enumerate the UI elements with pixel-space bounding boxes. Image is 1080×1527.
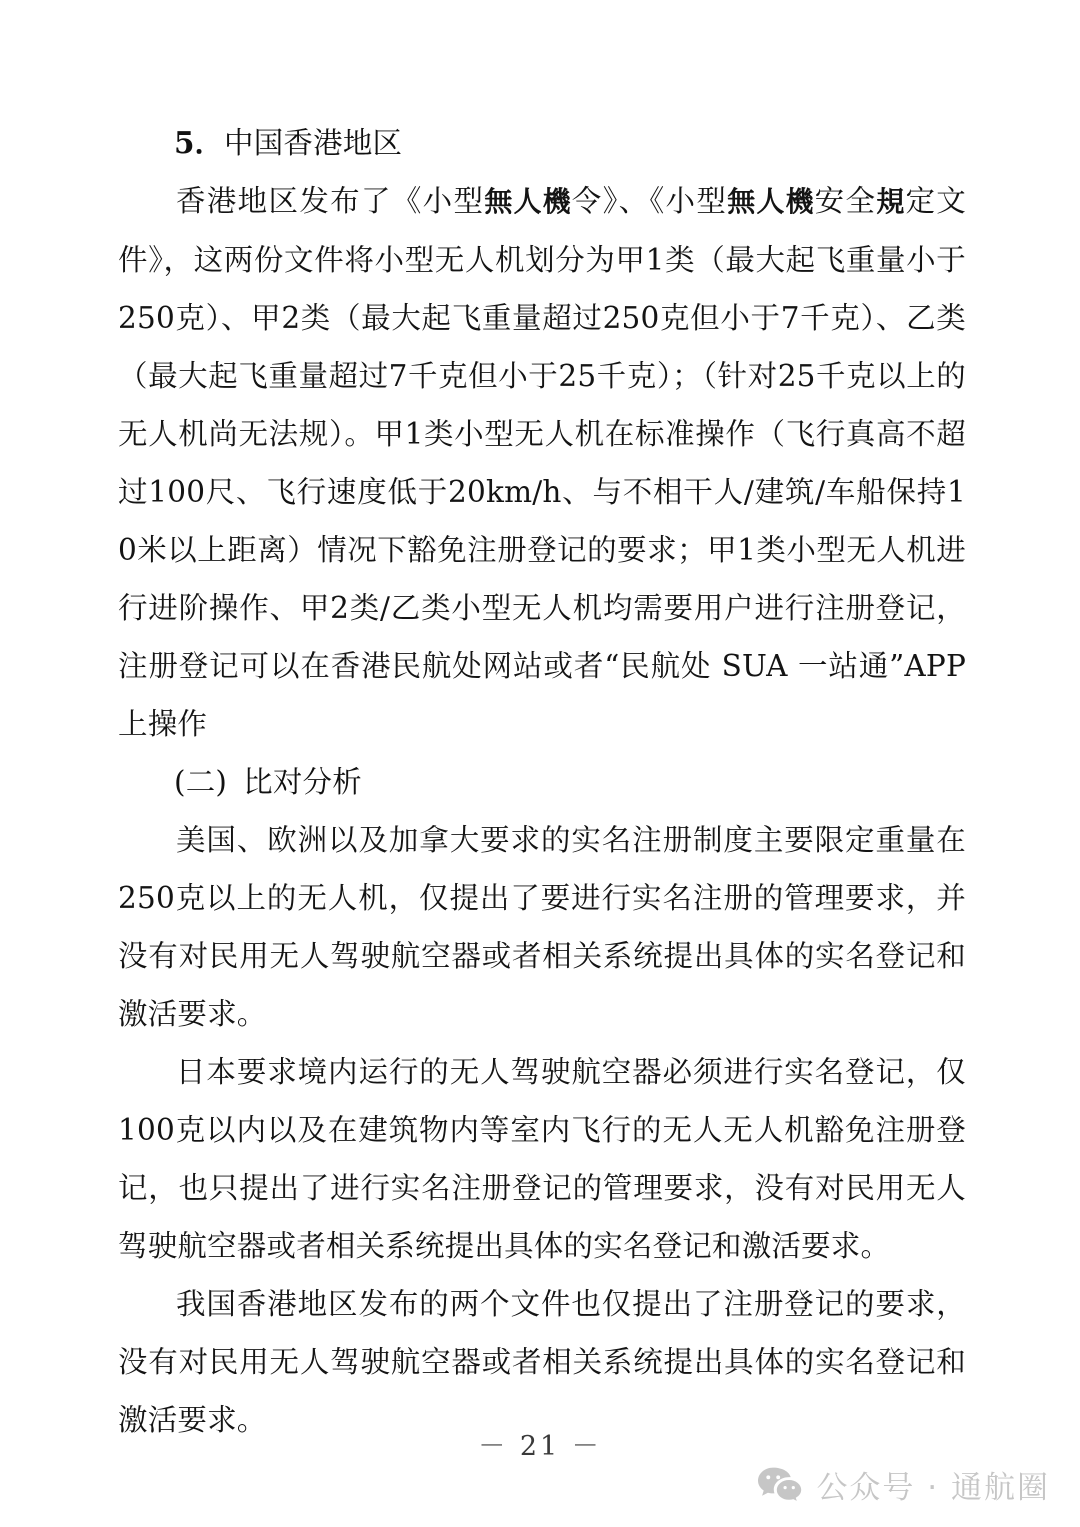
paragraph-western-countries: 美国、欧洲以及加拿大要求的实名注册制度主要限定重量在250克以上的无人机，仅提出了要进行实名注册的管理要求，并没有对民用无人驾驶航空器或者相关系统提出具体的实名登记和激活要求。 (118, 823, 966, 1031)
section-heading-china-hongkong (118, 114, 966, 172)
footer-watermark (757, 1462, 1050, 1507)
traditional-term-wurenji-2: 無人機 (727, 185, 815, 218)
paragraph-japan: 日本要求境内运行的无人驾驶航空器必须进行实名登记，仅100克以内以及在建筑物内等室内飞行的无人无人机豁免注册登记，也只提出了进行实名注册登记的管理要求，没有对民用无人驾驶航空器或者相关系统提出具体的实名登记和激活要求。 (118, 1055, 966, 1263)
paragraph-hongkong-comparison: 我国香港地区发布的两个文件也仅提出了注册登记的要求，没有对民用无人驾驶航空器或者相关系统提出具体的实名登记和激活要求。 (118, 1287, 966, 1437)
page-number: － 21 － (478, 1431, 602, 1462)
paragraph-hongkong-rest: 定文件》，这两份文件将小型无人机划分为甲1类（最大起飞重量小于250克）、甲2类（最大起飞重量超过250克但小于7千克）、乙类（最大起飞重量超过7千克但小于25千克）；（针对25千克以上的无人机尚无法规）。甲1类小型无人机在标准操作（飞行真高不超过100尺、飞行速度低于20km/h、与不相干人/建筑/车船保持10米以上距离）情况下豁免注册登记的要求；甲1类小型无人机进行进阶操作、甲2类/乙类小型无人机均需要用户进行注册登记，注册登记可以在香港民航处网站或者“民航处 SUA 一站通”APP 上操作 (118, 184, 966, 741)
wechat-icon (757, 1466, 803, 1504)
traditional-term-gui: 規 (876, 185, 906, 218)
section-heading-title: 中国香港地区 (224, 126, 403, 160)
paragraph-hongkong-lead: 香港地区发布了《小型 (176, 184, 485, 218)
document-text-column (118, 114, 966, 1449)
subsection-heading-number: (二) (174, 765, 228, 799)
paragraph-hongkong-regulations (118, 172, 966, 753)
watermark-text: 公众号 · 通航圈 (816, 1470, 1050, 1506)
paragraph-hongkong-mid-1: 令》、《小型 (571, 184, 728, 218)
subsection-heading-title: 比对分析 (243, 765, 362, 799)
subsection-heading-comparison (118, 753, 966, 811)
section-heading-number: 5． (174, 125, 225, 160)
paragraph-hongkong-mid-2: 安全 (814, 184, 877, 218)
traditional-term-wurenji-1: 無人機 (484, 185, 572, 218)
